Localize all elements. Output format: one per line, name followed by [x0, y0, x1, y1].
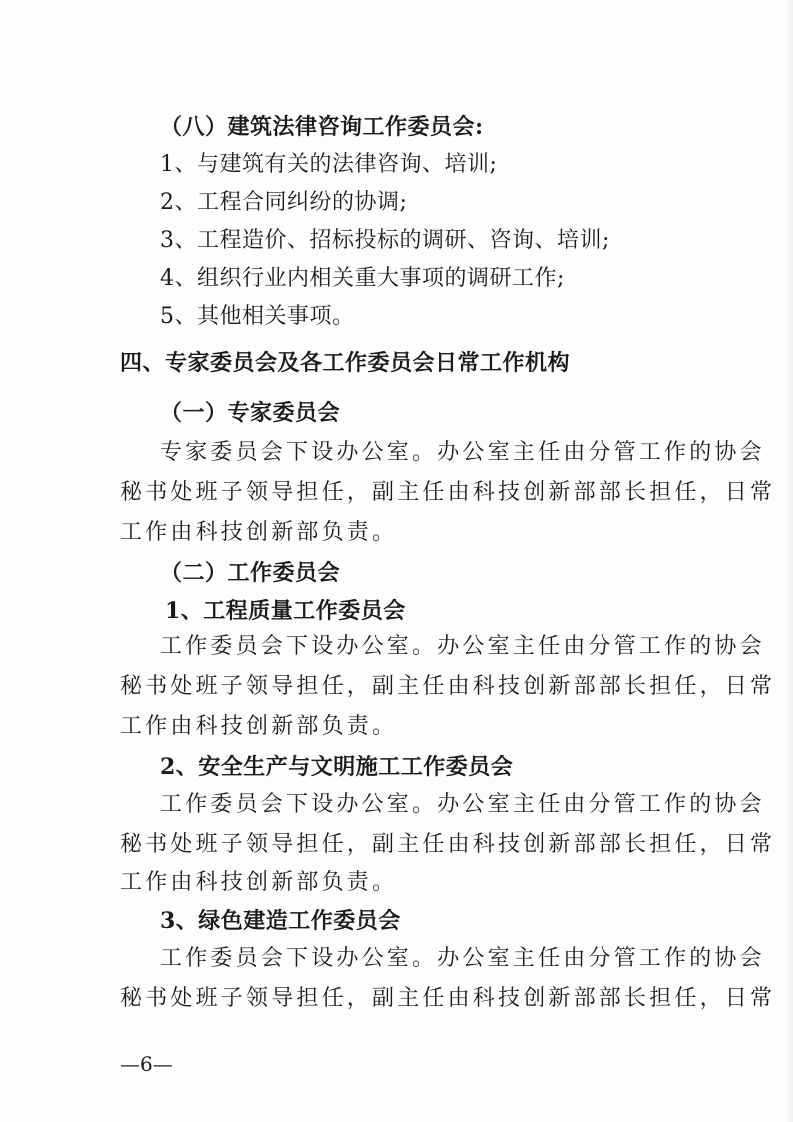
list-item: 1、与建筑有关的法律咨询、培训;	[160, 152, 498, 177]
wc2-heading: 2、安全生产与文明施工工作委员会	[160, 754, 514, 780]
paragraph-line: 工作由科技创新部负责。	[120, 520, 398, 545]
list-item: 4、组织行业内相关重大事项的调研工作;	[160, 266, 565, 291]
paragraph-line: 工作委员会下设办公室。办公室主任由分管工作的协会	[160, 792, 765, 817]
section8-heading: （八）建筑法律咨询工作委员会:	[160, 114, 484, 140]
list-item: 3、工程造价、招标投标的调研、咨询、培训;	[160, 228, 610, 253]
sub2-heading: （二）工作委员会	[160, 560, 341, 586]
wc1-heading: 1、工程质量工作委员会	[165, 598, 406, 624]
paragraph-line: 工作由科技创新部负责。	[120, 870, 398, 895]
paragraph-line: 秘书处班子领导担任，副主任由科技创新部部长担任，日常	[120, 832, 776, 857]
chapter4-heading: 四、专家委员会及各工作委员会日常工作机构	[120, 350, 571, 376]
list-item: 5、其他相关事项。	[160, 304, 355, 329]
paragraph-line: 秘书处班子领导担任，副主任由科技创新部部长担任，日常	[120, 674, 776, 699]
paragraph-line: 工作委员会下设办公室。办公室主任由分管工作的协会	[160, 634, 765, 659]
page-number: —6—	[120, 1052, 173, 1076]
wc3-heading: 3、绿色建造工作委员会	[160, 908, 401, 934]
paragraph-line: 秘书处班子领导担任，副主任由科技创新部部长担任，日常	[120, 480, 776, 505]
paragraph-line: 工作委员会下设办公室。办公室主任由分管工作的协会	[160, 946, 765, 971]
paragraph-line: 秘书处班子领导担任，副主任由科技创新部部长担任，日常	[120, 986, 776, 1011]
sub1-heading: （一）专家委员会	[160, 400, 341, 426]
list-item: 2、工程合同纠纷的协调;	[160, 190, 408, 215]
paragraph-line: 专家委员会下设办公室。办公室主任由分管工作的协会	[160, 440, 765, 465]
paragraph-line: 工作由科技创新部负责。	[120, 714, 398, 739]
